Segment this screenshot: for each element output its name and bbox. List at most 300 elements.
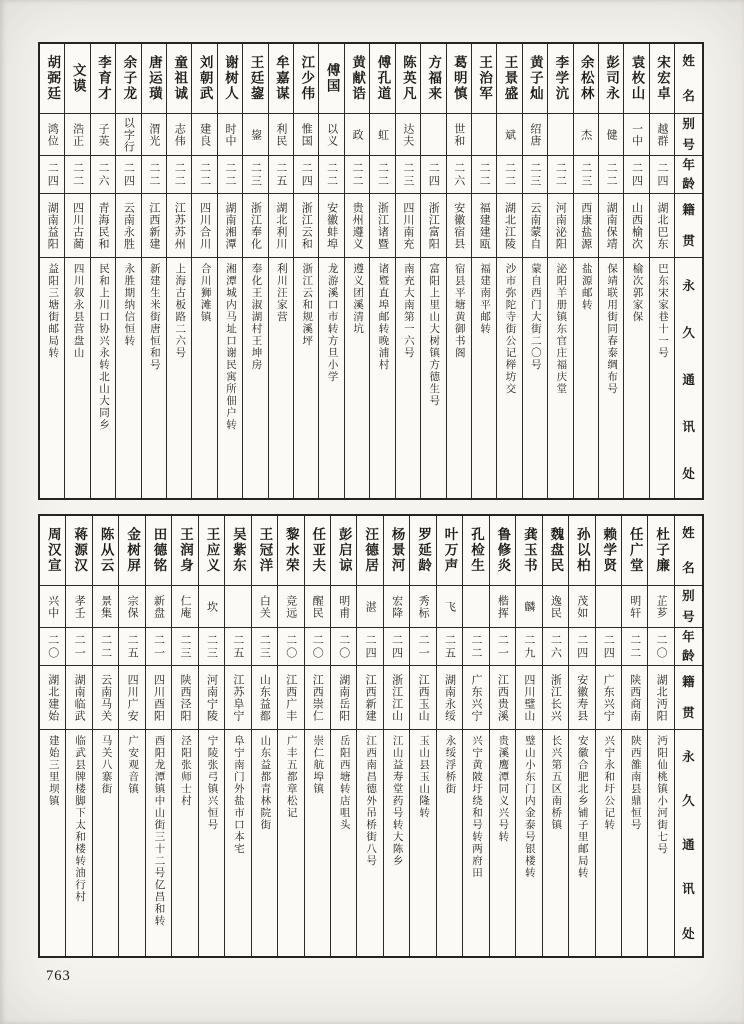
age-cell	[543, 628, 568, 666]
alias-cell	[192, 114, 216, 156]
entry-column	[409, 516, 435, 956]
name-cell-text: 李育才	[96, 55, 112, 102]
age-cell-text: 二五	[274, 161, 287, 188]
alias-cell	[447, 114, 471, 156]
origin-cell-text: 湖南保靖	[605, 201, 618, 250]
name-cell	[523, 44, 547, 114]
address-cell	[596, 730, 621, 956]
origin-cell	[548, 194, 572, 258]
name-cell	[218, 44, 242, 114]
address-cell-text: 山东益都青林院街	[259, 735, 271, 831]
name-cell	[65, 44, 89, 114]
name-cell	[331, 516, 356, 586]
name-cell-text: 傅孔道	[375, 55, 391, 102]
entry-column	[217, 44, 242, 498]
origin-cell-text: 江苏苏州	[173, 201, 186, 250]
alias-cell-text: 政	[351, 128, 364, 141]
age-cell-text: 二二	[469, 633, 482, 660]
origin-cell-text: 云南蒙自	[528, 201, 541, 250]
age-cell	[192, 156, 216, 194]
name-cell	[596, 516, 621, 586]
origin-cell-text: 青海民和	[97, 201, 110, 250]
name-cell	[421, 44, 445, 114]
address-cell	[142, 258, 166, 498]
age-cell-text: 二四	[300, 161, 313, 188]
age-cell	[410, 628, 435, 666]
address-cell-text: 兴宁永和圩公记转	[603, 735, 615, 831]
entry-column	[251, 516, 277, 956]
address-cell	[225, 730, 250, 956]
alias-cell	[199, 586, 224, 628]
address-cell	[192, 258, 216, 498]
name-cell	[437, 516, 462, 586]
origin-cell	[569, 666, 594, 730]
origin-cell-text: 贵州遵义	[351, 201, 364, 250]
age-cell	[523, 156, 547, 194]
origin-cell	[650, 194, 674, 258]
name-cell-text: 赖学贤	[601, 527, 617, 574]
alias-cell-text: 湛	[364, 600, 377, 613]
age-cell	[93, 628, 118, 666]
name-cell-text: 黄献诰	[350, 55, 366, 102]
entry-column	[383, 516, 409, 956]
entry-column	[40, 516, 65, 956]
header-char: 通	[682, 373, 695, 388]
entry-column	[90, 44, 115, 498]
origin-cell-text: 湖南益阳	[46, 201, 59, 250]
alias-cell-text: 景集	[99, 594, 112, 619]
origin-cell-text: 西康盐源	[579, 201, 592, 250]
address-cell-text: 永绥浮桥街	[444, 735, 456, 795]
alias-cell-text: 越群	[655, 122, 668, 147]
header-column	[674, 44, 702, 498]
name-cell	[91, 44, 115, 114]
address-cell-text: 保靖联用街同春泰绸布号	[606, 263, 618, 395]
address-cell-text: 陕西雒南县鼎恒号	[629, 735, 641, 831]
name-cell	[119, 516, 144, 586]
age-cell-text: 二三	[528, 161, 541, 188]
name-cell-text: 龚玉书	[521, 527, 537, 574]
entry-column	[92, 516, 118, 956]
directory-table-bottom	[38, 514, 704, 958]
name-cell	[543, 516, 568, 586]
alias-cell	[91, 114, 115, 156]
origin-cell	[622, 666, 647, 730]
alias-cell	[167, 114, 191, 156]
age-cell-text: 二二	[173, 161, 186, 188]
address-cell-text: 宿县平塘黄御书阁	[453, 263, 465, 359]
origin-cell-text: 湖南岳阳	[337, 673, 350, 722]
origin-cell-text: 云南永胜	[122, 201, 135, 250]
header-name	[675, 44, 702, 114]
origin-cell-text: 湖北巴东	[655, 201, 668, 250]
origin-cell	[119, 666, 144, 730]
address-cell	[421, 258, 445, 498]
age-cell-text: 二二	[503, 161, 516, 188]
age-cell-text: 二〇	[46, 633, 59, 660]
origin-cell-text: 江西广丰	[284, 673, 297, 722]
alias-cell	[624, 114, 648, 156]
alias-cell	[357, 586, 382, 628]
alias-cell-text: 鋆	[249, 128, 262, 141]
origin-cell	[66, 666, 91, 730]
alias-cell	[40, 586, 65, 628]
address-cell-text: 泌阳羊册镇东官庄福庆堂	[555, 263, 567, 395]
address-cell-text: 富阳上里山大树镇方德生号	[428, 263, 440, 407]
age-cell-text: 二四	[390, 633, 403, 660]
name-cell-text: 田德铭	[151, 527, 167, 574]
age-cell-text: 二三	[401, 161, 414, 188]
entry-column	[40, 44, 64, 498]
name-cell	[384, 516, 409, 586]
address-cell	[40, 258, 64, 498]
address-cell	[463, 730, 488, 956]
name-cell-text: 王冠洋	[257, 527, 273, 574]
name-cell-text: 余松林	[578, 55, 594, 102]
name-cell-text: 胡弼廷	[45, 55, 61, 102]
name-cell	[574, 44, 598, 114]
age-cell-text: 二一	[417, 633, 430, 660]
alias-cell	[243, 114, 267, 156]
alias-cell	[172, 586, 197, 628]
age-cell	[142, 156, 166, 194]
address-cell	[93, 730, 118, 956]
alias-cell-text: 利民	[274, 122, 287, 147]
origin-cell	[516, 666, 541, 730]
origin-cell-text: 四川璧山	[522, 673, 535, 722]
age-cell-text: 二三	[178, 633, 191, 660]
origin-cell	[167, 194, 191, 258]
name-cell-text: 陈从云	[98, 527, 114, 574]
name-cell	[252, 516, 277, 586]
header-origin	[675, 194, 702, 258]
address-cell	[243, 258, 267, 498]
age-cell-text: 二四	[575, 633, 588, 660]
origin-cell-text: 湖北沔阳	[655, 673, 668, 722]
header-char: 久	[682, 794, 695, 809]
alias-cell	[93, 586, 118, 628]
origin-cell	[370, 194, 394, 258]
address-cell-text: 盐源邮转	[580, 263, 592, 311]
name-cell-text: 袁枚山	[629, 55, 645, 102]
origin-cell	[599, 194, 623, 258]
age-cell-text: 二九	[522, 633, 535, 660]
age-cell	[396, 156, 420, 194]
age-cell-text: 二二	[71, 161, 84, 188]
origin-cell-text: 四川广安	[126, 673, 139, 722]
alias-cell-text: 渭光	[147, 122, 160, 147]
age-cell-text: 二六	[452, 161, 465, 188]
origin-cell-text: 四川古蔺	[71, 201, 84, 250]
name-cell-text: 叶万声	[442, 527, 458, 574]
origin-cell-text: 福建建瓯	[478, 201, 491, 250]
alias-cell-text: 鸿位	[46, 122, 59, 147]
header-char: 永	[682, 749, 695, 764]
age-cell-text: 二四	[122, 161, 135, 188]
age-cell-text: 二〇	[655, 633, 668, 660]
address-cell	[396, 258, 420, 498]
origin-cell	[396, 194, 420, 258]
origin-cell-text: 江西新建	[364, 673, 377, 722]
alias-cell-text: 浩正	[71, 122, 84, 147]
name-cell	[472, 44, 496, 114]
origin-cell-text: 湖南湘潭	[224, 201, 237, 250]
origin-cell-text: 浙江长兴	[549, 673, 562, 722]
header-column	[674, 516, 702, 956]
address-cell-text: 兴宁黄陂圩绕和号转两府田	[470, 735, 482, 879]
age-cell	[172, 628, 197, 666]
header-address	[675, 258, 702, 498]
age-cell	[225, 628, 250, 666]
directory-table-top	[38, 42, 704, 500]
age-cell	[596, 628, 621, 666]
origin-cell-text: 河南泌阳	[554, 201, 567, 250]
alias-cell	[116, 114, 140, 156]
age-cell	[305, 628, 330, 666]
address-cell	[172, 730, 197, 956]
address-cell	[252, 730, 277, 956]
address-cell-text: 湘潭城内马址口谢民寓所佃户转	[225, 263, 237, 431]
header-name	[675, 516, 702, 586]
header-age	[675, 628, 702, 666]
origin-cell	[172, 666, 197, 730]
address-cell-text: 沙市弥陀寺街公记榉坊交	[504, 263, 516, 395]
alias-cell-text: 健	[605, 128, 618, 141]
entry-column	[489, 516, 515, 956]
age-cell	[472, 156, 496, 194]
age-cell-text: 二六	[97, 161, 110, 188]
header-char: 年	[682, 158, 695, 172]
origin-cell-text: 广东兴宁	[602, 673, 615, 722]
name-cell	[243, 44, 267, 114]
name-cell	[167, 44, 191, 114]
name-cell	[650, 44, 674, 114]
address-cell	[437, 730, 462, 956]
age-cell	[345, 156, 369, 194]
origin-cell	[218, 194, 242, 258]
age-cell	[294, 156, 318, 194]
alias-cell	[569, 586, 594, 628]
alias-cell	[437, 586, 462, 628]
entry-column	[522, 44, 547, 498]
age-cell	[278, 628, 303, 666]
name-cell-text: 周汉宣	[45, 527, 61, 574]
entry-column	[166, 44, 191, 498]
name-cell-text: 彭司永	[604, 55, 620, 102]
origin-cell	[269, 194, 293, 258]
origin-cell	[146, 666, 171, 730]
header-char: 讯	[682, 882, 695, 897]
header-char: 号	[682, 137, 695, 152]
alias-cell-text: 达夫	[401, 122, 414, 147]
alias-cell-text: 虹	[376, 128, 389, 141]
origin-cell-text: 安徽宿县	[452, 201, 465, 250]
address-cell	[319, 258, 343, 498]
alias-cell	[252, 586, 277, 628]
header-address	[675, 730, 702, 956]
name-cell	[599, 44, 623, 114]
origin-cell	[40, 666, 65, 730]
address-cell-text: 四川叙永县营盘山	[72, 263, 84, 359]
age-cell	[370, 156, 394, 194]
origin-cell-text: 浙江奉化	[249, 201, 262, 250]
name-cell-text: 王应义	[204, 527, 220, 574]
alias-cell-text: 明甫	[337, 594, 350, 619]
address-cell-text: 蒙自西门大街二〇号	[529, 263, 541, 371]
age-cell-text: 二三	[249, 161, 262, 188]
origin-cell-text: 陕西泾阳	[178, 673, 191, 722]
alias-cell	[319, 114, 343, 156]
entry-column	[344, 44, 369, 498]
address-cell	[305, 730, 330, 956]
address-cell-text: 宁陵张弓镇兴恒号	[206, 735, 218, 831]
header-char: 龄	[682, 648, 695, 663]
address-cell	[278, 730, 303, 956]
alias-cell	[331, 586, 356, 628]
name-cell	[192, 44, 216, 114]
age-cell	[624, 156, 648, 194]
address-cell	[624, 258, 648, 498]
address-cell	[384, 730, 409, 956]
entry-column	[595, 516, 621, 956]
address-cell	[548, 258, 572, 498]
header-char: 号	[682, 609, 695, 624]
address-cell-text: 益阳三塘街邮局转	[47, 263, 59, 359]
name-cell	[569, 516, 594, 586]
origin-cell	[490, 666, 515, 730]
age-cell	[622, 628, 647, 666]
name-cell-text: 宋宏卓	[654, 55, 670, 102]
entry-column	[330, 516, 356, 956]
entry-column	[471, 44, 496, 498]
entry-column	[515, 516, 541, 956]
origin-cell	[243, 194, 267, 258]
age-cell-text: 二二	[376, 161, 389, 188]
origin-cell-text: 江西贵溪	[496, 673, 509, 722]
origin-cell	[142, 194, 166, 258]
name-cell-text: 王景盛	[502, 55, 518, 102]
address-cell	[218, 258, 242, 498]
origin-cell-text: 湖南临武	[73, 673, 86, 722]
alias-cell-text: 世和	[452, 122, 465, 147]
name-cell	[269, 44, 293, 114]
address-cell	[622, 730, 647, 956]
age-cell	[490, 628, 515, 666]
header-char: 名	[682, 560, 695, 575]
name-cell-text: 傅国	[324, 63, 340, 94]
header-char: 年	[682, 630, 695, 644]
address-cell-text: 浙江云和规溪坪	[301, 263, 313, 347]
age-cell-text: 二二	[554, 161, 567, 188]
origin-cell-text: 江西崇仁	[311, 673, 324, 722]
name-cell	[624, 44, 648, 114]
entry-column	[436, 516, 462, 956]
header-char: 处	[682, 467, 695, 482]
name-cell-text: 杨景河	[389, 527, 405, 574]
origin-cell-text: 陕西商南	[628, 673, 641, 722]
alias-cell	[370, 114, 394, 156]
age-cell-text: 二二	[478, 161, 491, 188]
origin-cell-text: 江苏阜宁	[231, 673, 244, 722]
header-char: 别	[682, 117, 695, 131]
name-cell	[199, 516, 224, 586]
entry-column	[542, 516, 568, 956]
alias-cell-text: 绍唐	[528, 122, 541, 147]
origin-cell-text: 河南宁陵	[205, 673, 218, 722]
header-char: 永	[682, 279, 695, 294]
age-cell	[648, 628, 673, 666]
header-alias	[675, 586, 702, 628]
age-cell-text: 二四	[364, 633, 377, 660]
address-cell-text: 岳阳西塘转店咀头	[338, 735, 350, 831]
address-cell	[167, 258, 191, 498]
address-cell-text: 临武县牌楼脚下太和楼转油行村	[74, 735, 86, 903]
name-cell	[648, 516, 673, 586]
age-cell-text: 二〇	[311, 633, 324, 660]
header-char: 久	[682, 326, 695, 341]
age-cell-text: 二〇	[284, 633, 297, 660]
origin-cell	[437, 666, 462, 730]
name-cell-text: 唐运璜	[146, 55, 162, 102]
header-char: 处	[682, 926, 695, 941]
age-cell	[119, 628, 144, 666]
alias-cell	[548, 114, 572, 156]
entry-column	[649, 44, 674, 498]
name-cell	[66, 516, 91, 586]
address-cell	[65, 258, 89, 498]
origin-cell	[648, 666, 673, 730]
name-cell-text: 蒋源汉	[72, 527, 88, 574]
name-cell-text: 罗延龄	[416, 527, 432, 574]
alias-cell-text: 一中	[630, 122, 643, 147]
entry-column	[277, 516, 303, 956]
age-cell-text: 二二	[628, 633, 641, 660]
name-cell	[410, 516, 435, 586]
entry-column	[191, 44, 216, 498]
header-alias	[675, 114, 702, 156]
origin-cell-text: 湖北建始	[46, 673, 59, 722]
age-cell	[167, 156, 191, 194]
name-cell	[370, 44, 394, 114]
name-cell	[40, 44, 64, 114]
header-char: 龄	[682, 176, 695, 191]
age-cell-text: 二一	[496, 633, 509, 660]
origin-cell	[472, 194, 496, 258]
name-cell-text: 李学沆	[553, 55, 569, 102]
alias-cell-text: 秀标	[417, 594, 430, 619]
age-cell-text: 二三	[205, 633, 218, 660]
origin-cell	[116, 194, 140, 258]
name-cell	[516, 516, 541, 586]
origin-cell-text: 四川酉阳	[152, 673, 165, 722]
header-char: 籍	[682, 202, 695, 217]
alias-cell	[345, 114, 369, 156]
entry-column	[356, 516, 382, 956]
name-cell	[305, 516, 330, 586]
name-cell-text: 方福来	[426, 55, 442, 102]
address-cell	[91, 258, 115, 498]
alias-cell-text: 建良	[198, 122, 211, 147]
name-cell	[622, 516, 647, 586]
age-cell-text: 二二	[605, 161, 618, 188]
name-cell-text: 牟嘉谋	[273, 55, 289, 102]
age-cell	[218, 156, 242, 194]
origin-cell-text: 湖南永绥	[443, 673, 456, 722]
origin-cell-text: 江西新建	[147, 201, 160, 250]
age-cell-text: 二五	[126, 633, 139, 660]
origin-cell	[294, 194, 318, 258]
age-cell	[319, 156, 343, 194]
